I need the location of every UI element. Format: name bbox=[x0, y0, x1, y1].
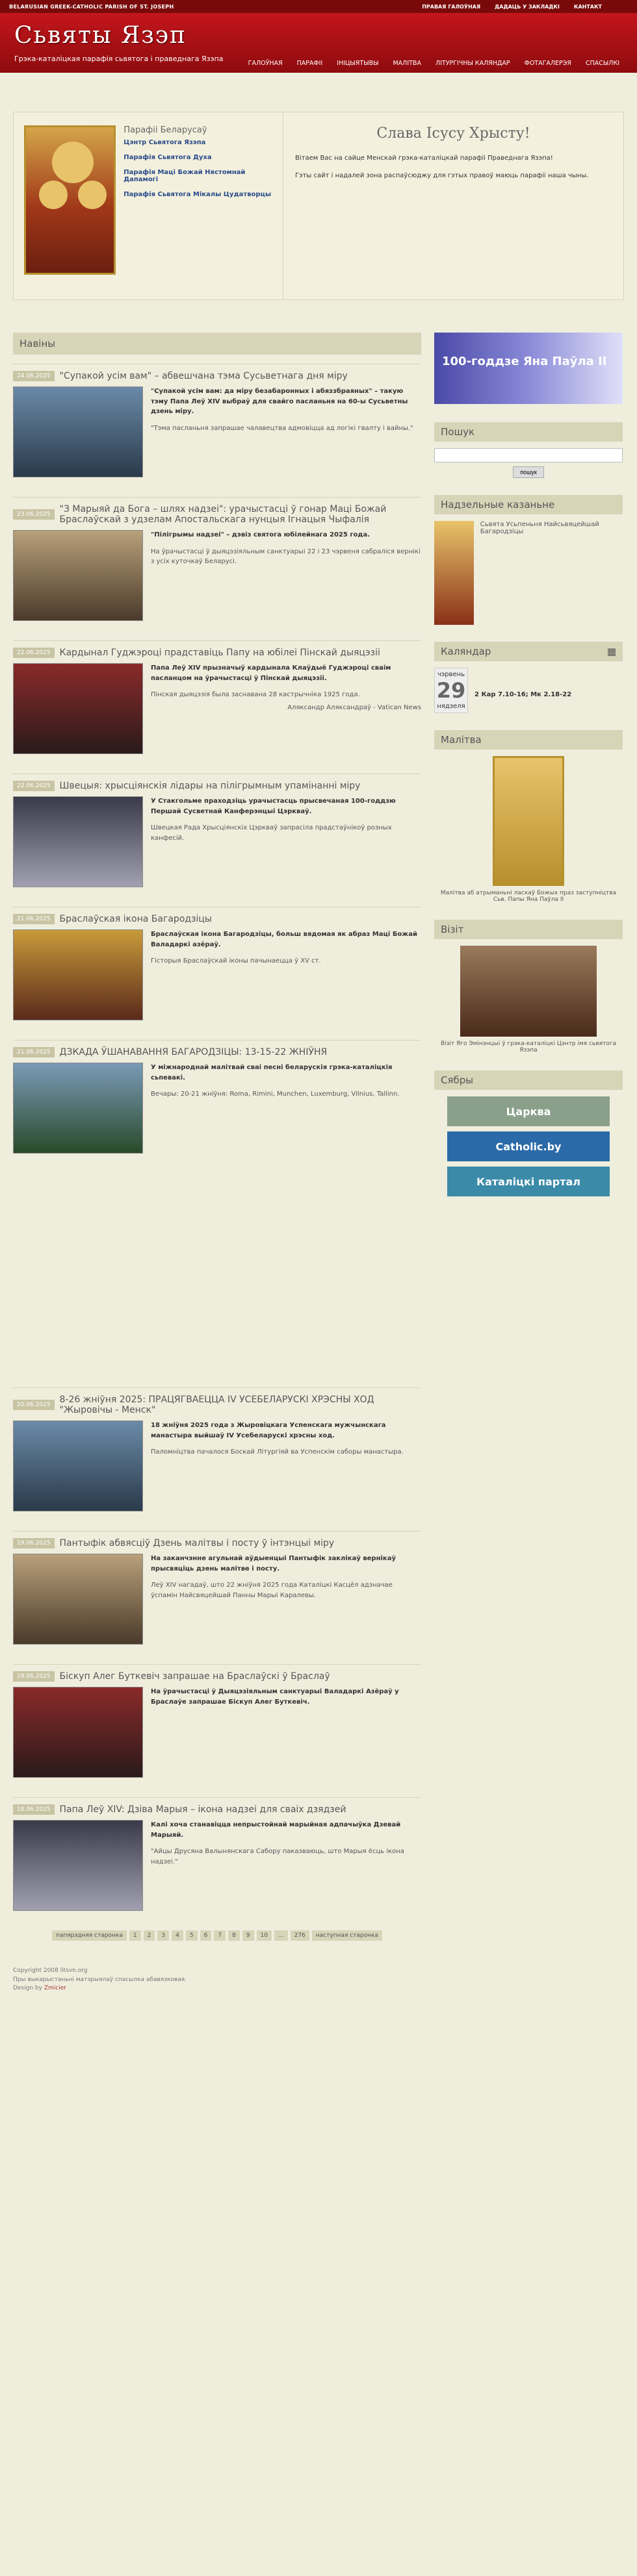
welcome-text: Гэты сайт і надалей зона распаўсюджу для гэтых правоў маюць парафіі наша чыны. bbox=[295, 172, 589, 179]
news-date: 19.06.2025 bbox=[13, 1671, 55, 1682]
main-content bbox=[13, 333, 624, 1954]
site-name: BELARUSIAN GREEK-CATHOLIC PARISH OF ST. JOSEPH bbox=[9, 3, 174, 10]
news-body: На ўрачыстасці ў дыяцэзіяльным санктуарыі 22 і 23 чэрвеня сабраліся вернікі з усіх куточкаў Беларусі. bbox=[151, 548, 421, 565]
news-thumbnail[interactable] bbox=[13, 386, 143, 477]
calendar-readings: 2 Кар 7.10-16; Мк 2.18-22 bbox=[474, 691, 572, 698]
news-title[interactable]: Браслаўская ікона Багародзіцы bbox=[59, 914, 212, 924]
top-link-contact[interactable]: КАНТАКТ bbox=[573, 3, 602, 10]
calendar-icon[interactable]: ▦ bbox=[606, 646, 616, 657]
calendar-weekday: нядзеля bbox=[437, 703, 465, 710]
friend-link[interactable]: Каталіцкі партал bbox=[447, 1167, 610, 1196]
pager-item[interactable]: 5 bbox=[186, 1930, 198, 1941]
site-subtitle: Грэка-каталіцкая парафія сьвятога і праведнага Язэпа bbox=[14, 55, 224, 63]
main-nav bbox=[241, 57, 627, 69]
news-lead: Браслаўская ікона Багародзіцы, больш вядомая як абраз Маці Божай Валадаркі азёраў. bbox=[151, 931, 418, 948]
prayer-title: Малітва bbox=[441, 734, 482, 746]
news-thumbnail[interactable] bbox=[13, 796, 143, 887]
pager-item[interactable]: папярэдняя старонка bbox=[52, 1930, 127, 1941]
news-body: Вечары: 20-21 жніўня: Roma, Rimini, Munchen, Luxemburg, Vilnius, Tallinn. bbox=[151, 1091, 400, 1098]
sermon-box bbox=[434, 495, 623, 625]
prayer-caption[interactable]: Малітва аб атрыманьні ласкаў Божых праз заступніцтва Сьв. Папы Яна Паўла ІІ bbox=[440, 890, 617, 903]
sermon-text[interactable]: Сьвята Усьпеньня Найсьвяцейшай Багародзіцы bbox=[480, 521, 599, 535]
news-date: 23.06.2025 bbox=[13, 509, 55, 520]
top-link-bookmark[interactable]: ДАДАЦЬ У ЗАКЛАДКІ bbox=[495, 3, 560, 10]
top-links bbox=[422, 4, 602, 10]
news-thumbnail[interactable] bbox=[13, 929, 143, 1020]
site-header bbox=[0, 13, 637, 73]
news-date: 19.06.2025 bbox=[13, 1538, 55, 1548]
search-input[interactable] bbox=[434, 448, 623, 462]
news-title[interactable]: "Супакой усім вам" – абвешчана тэма Сусьветнага дня міру bbox=[59, 371, 348, 381]
site-title[interactable]: Сьвяты Язэп bbox=[14, 22, 187, 49]
parish-link[interactable]: Парафія Сьвятога Мікалы Цудатворцы bbox=[124, 191, 271, 198]
search-box bbox=[434, 422, 623, 478]
nav-item-prayer[interactable]: МАЛІТВА bbox=[393, 60, 421, 67]
news-item bbox=[13, 774, 421, 892]
news-signature: Аляксандр Аляксандраў - Vatican News bbox=[287, 703, 421, 711]
pager-item[interactable]: 2 bbox=[144, 1930, 155, 1941]
footer-design: Design by bbox=[13, 1985, 42, 1991]
news-lead: Калі хоча станавіцца непрыстойнай марыйная адпачыўка Дзевай Марыяй. bbox=[151, 1821, 401, 1839]
news-title[interactable]: "З Марыяй да Бога – шлях надзеі": урачыстасці ў гонар Маці Божай Браслаўскай з удзелам Апостальскага нунцыя Ігнацыя Чыфалія bbox=[59, 504, 387, 525]
news-thumbnail[interactable] bbox=[13, 1554, 143, 1645]
jubilee-banner[interactable]: 100-годдзе Яна Паўла ІІ bbox=[434, 333, 623, 404]
news-lead: 18 жніўня 2025 года з Жыровіцкага Успенскага мужчынскага манастыра выйшаў IV Усебеларускі хрэсны ход. bbox=[151, 1422, 386, 1439]
saints-icon bbox=[24, 125, 116, 275]
footer-copyright: Copyright 2008 litsvn.org bbox=[13, 1967, 88, 1974]
pager-item[interactable]: 6 bbox=[200, 1930, 212, 1941]
parishes-panel bbox=[14, 112, 283, 299]
parish-link[interactable]: Цэнтр Сьвятога Язэпа bbox=[124, 139, 206, 146]
nav-item-initiatives[interactable]: ІНІЦЫЯТЫВЫ bbox=[337, 60, 379, 67]
news-title[interactable]: 8-26 жніўня 2025: ПРАЦЯГВАЕЦЦА IV УСЕБЕЛАРУСКІ ХРЭСНЫ ХОД "Жыровічы - Менск" bbox=[59, 1395, 374, 1415]
theotokos-icon bbox=[434, 521, 474, 625]
parish-list bbox=[124, 125, 272, 286]
pager-item[interactable]: 3 bbox=[157, 1930, 169, 1941]
news-thumbnail[interactable] bbox=[13, 1687, 143, 1778]
pager-item[interactable]: наступная старонка bbox=[312, 1930, 382, 1941]
news-body: Швецкая Рада Хрысціянскіх Цэркваў запрасіла прадстаўнікоў розных канфесій. bbox=[151, 824, 392, 842]
news-lead: На ўрачыстасці ў Дыяцэзіяльным санктуарыі Валадаркі Азёраў у Браслаўе запрашае Біскуп Алег Буткевіч. bbox=[151, 1688, 399, 1706]
welcome-text: Вітаем Вас на сайце Менскай грэка-каталіцкай парафіі Праведнага Язэпа! bbox=[295, 155, 553, 162]
news-date: 20.06.2025 bbox=[13, 1400, 55, 1410]
pager-item[interactable]: 1 bbox=[129, 1930, 141, 1941]
news-body: Пінская дыяцэзія была заснавана 28 кастрычніка 1925 года. bbox=[151, 691, 360, 698]
news-date: 24.06.2025 bbox=[13, 371, 55, 381]
calendar-box bbox=[434, 642, 623, 713]
friends-title: Сябры bbox=[441, 1074, 474, 1086]
news-item bbox=[13, 1040, 421, 1159]
calendar-month: чэрвень bbox=[437, 671, 465, 678]
nav-item-parishes[interactable]: ПАРАФІІ bbox=[296, 60, 323, 67]
nav-item-calendar[interactable]: ЛІТУРГІЧНЫ КАЛЯНДАР bbox=[435, 60, 510, 67]
news-column bbox=[13, 333, 421, 1954]
news-date: 22.06.2025 bbox=[13, 648, 55, 658]
pager-item[interactable]: 4 bbox=[172, 1930, 183, 1941]
calendar-title: Каляндар bbox=[441, 646, 491, 657]
friend-link[interactable]: Царква bbox=[447, 1096, 610, 1126]
news-item bbox=[13, 1531, 421, 1650]
pager-item[interactable]: 9 bbox=[242, 1930, 254, 1941]
sermon-title: Надзельные казаньне bbox=[441, 499, 555, 511]
friends-box bbox=[434, 1070, 623, 1196]
news-lead: У Стакгольме праходзіць урачыстасць прысвечаная 100-годдзю Першай Сусветнай Канферэнцыі Цэркваў. bbox=[151, 798, 396, 815]
news-thumbnail[interactable] bbox=[13, 530, 143, 621]
news-thumbnail[interactable] bbox=[13, 1820, 143, 1911]
pager-item[interactable]: 8 bbox=[228, 1930, 240, 1941]
news-title[interactable]: Папа Леў XIV: Дзіва Марыя – ікона надзеі для сваіх дзядзей bbox=[59, 1804, 346, 1815]
news-lead: Папа Леў XIV прызначыў кардынала Клаўдыё Гуджэроці сваім пасланцом на ўрачыстасці ў Пінскай дыяцэзіі. bbox=[151, 664, 391, 682]
footer-designer-link[interactable]: Zmicier bbox=[44, 1985, 66, 1991]
visit-photo[interactable] bbox=[460, 946, 597, 1037]
news-date: 21.06.2025 bbox=[13, 1047, 55, 1057]
news-thumbnail[interactable] bbox=[13, 663, 143, 754]
sidebar bbox=[434, 333, 623, 1954]
footer-note: Пры выкарыстаньні матэрыялаў спасылка абавязковая. bbox=[13, 1976, 187, 1983]
news-date: 22.06.2025 bbox=[13, 781, 55, 791]
nav-item-gallery[interactable]: ФОТАГАЛЕРЭЯ bbox=[524, 60, 572, 67]
news-list bbox=[13, 364, 421, 1916]
parish-heading: Парафіі Беларусаў bbox=[124, 125, 207, 135]
news-heading: Навіны bbox=[13, 333, 421, 355]
news-item bbox=[13, 907, 421, 1026]
news-item bbox=[13, 364, 421, 483]
pope-icon[interactable] bbox=[493, 756, 564, 886]
visit-caption[interactable]: Візіт Яго Эмінэнцыі ў грэка-каталіцкі Цэнтр імя сьвятога Язэпа bbox=[440, 1041, 617, 1054]
news-title[interactable]: Пантыфік абвясціў Дзень малітвы і посту ў інтэнцыі міру bbox=[59, 1538, 335, 1548]
news-body: Леў XIV нагадаў, што 22 жніўня 2025 года Каталіцкі Касцёл адзначае ўспамін Найсвяцейшай Панны Марыі Каралевы. bbox=[151, 1582, 393, 1599]
news-item bbox=[13, 1664, 421, 1783]
search-title: Пошук bbox=[441, 426, 475, 438]
news-thumbnail[interactable] bbox=[13, 1063, 143, 1154]
pager-item[interactable]: 10 bbox=[257, 1930, 272, 1941]
news-lead: На заканчэнне агульнай аўдыенцыі Пантыфік заклікаў вернікаў прысвяціць дзень малітве і посту. bbox=[151, 1555, 396, 1572]
nav-item-links[interactable]: СПАСЫЛКІ bbox=[586, 60, 619, 67]
calendar-day: 29 bbox=[436, 678, 466, 703]
parish-link[interactable]: Парафія Маці Божай Нястомнай Дапамогі bbox=[124, 169, 246, 183]
news-item bbox=[13, 1387, 421, 1517]
news-date: 18.06.2025 bbox=[13, 1804, 55, 1815]
welcome-title: Слава Ісусу Хрысту! bbox=[376, 125, 530, 142]
news-lead: "Пілігрымы надзеі" – дэвіз святога юбілейнага 2025 года. bbox=[151, 531, 370, 538]
top-bar bbox=[0, 0, 637, 13]
intro-block bbox=[13, 112, 624, 300]
visit-title: Візіт bbox=[441, 924, 464, 935]
footer bbox=[13, 1967, 624, 2013]
news-title[interactable]: ДЗКАДА ЎШАНАВАННЯ БАГАРОДЗІЦЫ: 13-15-22 ЖНІЎНЯ bbox=[59, 1047, 328, 1057]
news-thumbnail[interactable] bbox=[13, 1421, 143, 1511]
pager bbox=[13, 1930, 421, 1941]
top-link-home[interactable]: ПРАВАЯ ГАЛОЎНАЯ bbox=[422, 3, 481, 10]
pager-item[interactable]: ... bbox=[274, 1930, 288, 1941]
pager-item[interactable]: 7 bbox=[214, 1930, 226, 1941]
news-item bbox=[13, 497, 421, 626]
news-body: "Тэма пасланьня запрашае чалавецтва адмовіцца ад логікі гвалту і вайны." bbox=[151, 424, 413, 432]
news-title[interactable]: Біскуп Алег Буткевіч запрашае на Браслаўскі ў Браслаў bbox=[59, 1671, 330, 1682]
parish-link[interactable]: Парафія Сьвятога Духа bbox=[124, 154, 212, 161]
search-button[interactable]: пошук bbox=[513, 466, 544, 478]
news-item bbox=[13, 1797, 421, 1916]
news-date: 21.06.2025 bbox=[13, 914, 55, 924]
news-lead: У міжнароднай малітвай сваі песні беларускія грэка-каталіцкія сьпевакі. bbox=[151, 1064, 393, 1081]
news-lead: "Супакой усім вам: да міру безабаронных і абяззбраяных" – такую тэму Папа Леў XIV выбраў для свайго пасланьня на 60-ы Сусьветны дзень міру. bbox=[151, 388, 408, 415]
news-body: Гісторыя Браслаўскай іконы пачынаецца ў XV ст. bbox=[151, 957, 321, 965]
visit-box bbox=[434, 920, 623, 1054]
prayer-box bbox=[434, 730, 623, 903]
news-body: "Айцы Друсяна Валынянскага Сабору паказваюць, што Марыя ёсць ікона надзеі." bbox=[151, 1848, 404, 1865]
news-title[interactable]: Швецыя: хрысціянскія лідары на пілігрымным упамінанні міру bbox=[59, 781, 361, 791]
pager-item[interactable]: 276 bbox=[291, 1930, 309, 1941]
news-title[interactable]: Кардынал Гуджэроці прадставіць Папу на юбілеі Пінскай дыяцэзіі bbox=[59, 648, 380, 658]
news-item bbox=[13, 640, 421, 759]
news-body: Паломніцтва пачалося Боскай Літургіяй ва Успенскім саборы манастыра. bbox=[151, 1448, 404, 1456]
calendar-date bbox=[434, 668, 468, 713]
nav-item-home[interactable]: ГАЛОЎНАЯ bbox=[248, 60, 283, 67]
friend-link[interactable]: Catholic.by bbox=[447, 1131, 610, 1161]
welcome-panel bbox=[283, 112, 623, 299]
